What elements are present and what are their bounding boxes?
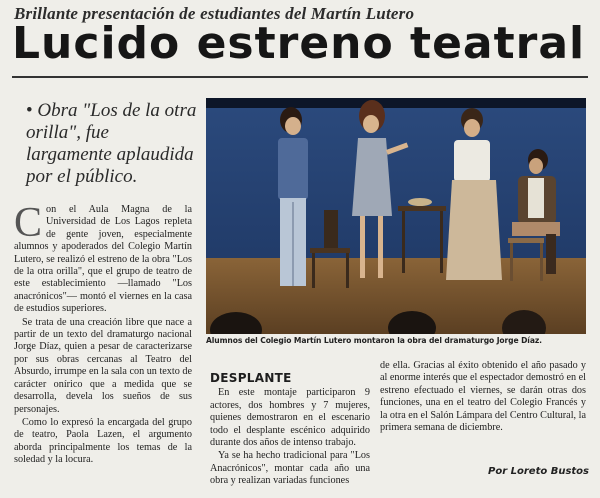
headline-rule <box>12 76 588 78</box>
column-1 <box>14 200 192 468</box>
paragraph: Ya se ha hecho tradicional para "Los Anacrónicos", montar cada año una obra y realizan variadas funciones <box>210 450 370 487</box>
deck <box>26 100 198 188</box>
byline: Por Loreto Bustos <box>488 466 589 477</box>
paragraph: Como lo expresó la encargada del grupo de teatro, Paola Lazen, el argumento aborda principalmente los temas de la soledad y la locura. <box>14 416 192 466</box>
column-3 <box>380 360 586 435</box>
paragraph: En este montaje participaron 9 actores, dos hombres y 7 mujeres, quienes demostraron en el escenario todo el desplante escénico adquirido durante dos años de intenso trabajo. <box>210 387 370 449</box>
subhead-desplante: DESPLANTE <box>210 371 292 385</box>
drop-cap: C <box>14 200 43 246</box>
column-2 <box>210 372 370 489</box>
stage-photo-illustration <box>206 98 586 334</box>
deck-bullet: • <box>26 100 33 121</box>
photo-caption: Alumnos del Colegio Martín Lutero montaron la obra del dramaturgo Jorge Díaz. <box>206 336 542 345</box>
paragraph: de ella. Gracias al éxito obtenido el año pasado y al enorme interés que el espectador demostró en el estreno efectuado el viernes, se darán otras dos funciones, una en el teatro del Colegio Francés y la otra en el Salón Lámpara del Centro Cultural, la primera semana de diciembre. <box>380 360 586 434</box>
paragraph: Se trata de una creación libre que nace a partir de un texto del dramaturgo nacional Jorge Díaz, quien a pesar de caracterizarse por sus obras cercanas al Teatro del Absurdo, irrumpe en la sala con un texto de carácter onírico que a medida que se desarrolla, devela los sueños de sus personajes. <box>14 316 192 415</box>
deck-text: Obra "Los de la otra orilla", fue largamente aplaudida por el público. <box>26 100 197 187</box>
headline: Lucido estreno teatral <box>12 18 586 69</box>
paragraph-lead <box>14 200 192 316</box>
stage-photo <box>206 98 586 334</box>
lead-text: on el Aula Magna de la Universidad de Los Lagos repleta de gente joven, especialmente alumnos y apoderados del Colegio Martín Lutero, se realizó el estreno de la obra "Los de la otra orilla", que el grupo de teatro de este establecimiento —llamado "Los anacrónicos"— montó el viernes en la casa de estudios superiores. <box>14 204 192 315</box>
kicker: Brillante presentación de estudiantes del Martín Lutero <box>14 4 415 23</box>
